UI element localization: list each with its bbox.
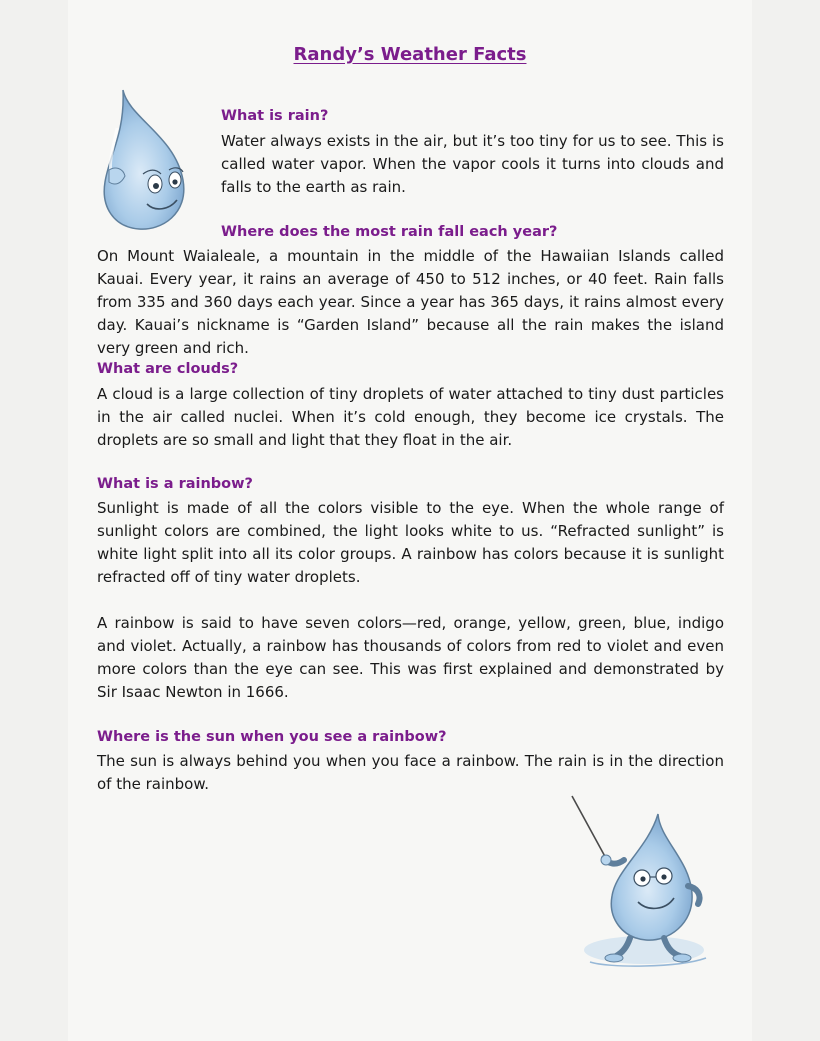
paragraph-most-rain: On Mount Waialeale, a mountain in the middle of the Hawaiian Islands called Kauai. Every year, it rains an average of 450 to 512 inches, or 40 feet. Rain falls from 335 and 360 days each year. Since a year has 365 days, it rains almost every day. Kauai’s nickname is “Garden Island” because all the rain makes the island very green and rich. (97, 247, 724, 357)
raindrop-character-icon (95, 88, 215, 233)
heading-what-is-rain: What is rain? (221, 108, 329, 124)
heading-most-rain: Where does the most rain fall each year? (221, 224, 558, 240)
page-title: Randy’s Weather Facts (293, 44, 527, 65)
paragraph-where-is-the-sun: The sun is always behind you when you face a rainbow. The rain is in the direction of the rainbow. (97, 752, 724, 793)
heading-where-is-the-sun: Where is the sun when you see a rainbow? (97, 729, 447, 745)
paragraph-what-are-clouds: A cloud is a large collection of tiny droplets of water attached to tiny dust particles in the air called nuclei. When it’s cold enough, they become ice crystals. The droplets are so small and light that they float in the air. (97, 385, 724, 449)
heading-what-are-clouds: What are clouds? (97, 361, 239, 377)
raindrop-teacher-with-pointer-icon (568, 790, 728, 980)
paragraph-seven-colors: A rainbow is said to have seven colors—red, orange, yellow, green, blue, indigo and violet. Actually, a rainbow has thousands of colors from red to violet and even more colors than the eye can see. This was first explained and demonstrated by Sir Isaac Newton in 1666. (97, 614, 724, 701)
paragraph-what-is-a-rainbow: Sunlight is made of all the colors visible to the eye. When the whole range of sunlight colors are combined, the light looks white to us. “Refracted sunlight” is white light split into all its color groups. A rainbow has colors because it is sunlight refracted off of tiny water droplets. (97, 499, 724, 586)
heading-what-is-a-rainbow: What is a rainbow? (97, 476, 253, 492)
paragraph-what-is-rain: Water always exists in the air, but it’s too tiny for us to see. This is called water vapor. When the vapor cools it turns into clouds and falls to the earth as rain. (221, 132, 724, 196)
